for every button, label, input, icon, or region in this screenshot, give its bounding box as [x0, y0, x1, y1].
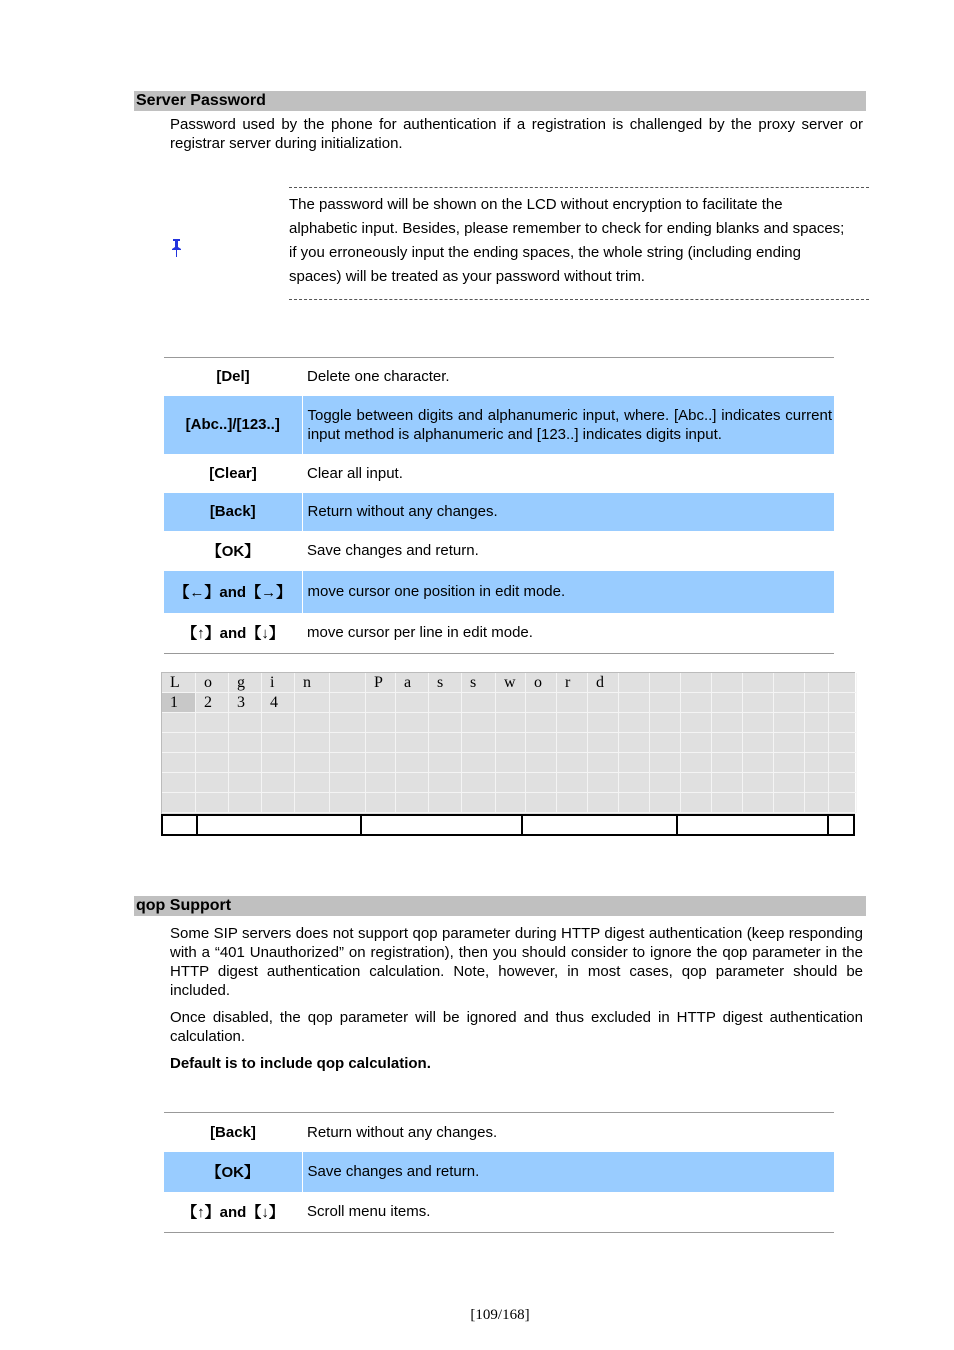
- lcd-cell: [743, 673, 774, 693]
- lcd-cell: [366, 693, 396, 713]
- lcd-cell: [162, 713, 196, 733]
- lcd-cell: [396, 693, 429, 713]
- lcd-cell: [650, 753, 681, 773]
- lcd-cell: [295, 733, 330, 753]
- lcd-cell: [496, 693, 526, 713]
- lcd-cell: [429, 693, 462, 713]
- key-label: 【OK】: [164, 1152, 302, 1192]
- lcd-cell: [366, 773, 396, 793]
- lcd-cell: [681, 753, 712, 773]
- lcd-cell: [712, 733, 743, 753]
- lcd-cell: g: [229, 673, 262, 693]
- lcd-cell: [429, 713, 462, 733]
- lcd-cell: [196, 793, 229, 813]
- lcd-cell: [429, 773, 462, 793]
- lcd-cell: [366, 713, 396, 733]
- lcd-cell: o: [196, 673, 229, 693]
- lcd-cell: [829, 693, 857, 713]
- lcd-cell: [805, 753, 829, 773]
- lcd-cell: [526, 773, 557, 793]
- lcd-cell: [557, 713, 588, 733]
- lcd-cell: [229, 733, 262, 753]
- softkey-slot[interactable]: [362, 816, 523, 834]
- lcd-cell: [619, 693, 650, 713]
- lcd-cell: [829, 753, 857, 773]
- note-text: The password will be shown on the LCD without encryption to facilitate the alphabetic input. Besides, please remember to check for ending blanks and spaces; if you erroneously input the ending spaces, the whole string (including ending spaces) will be treated as your password without trim.: [289, 196, 845, 285]
- key-label: [Del]: [164, 358, 302, 396]
- lcd-cell: [295, 693, 330, 713]
- lcd-cell: [557, 793, 588, 813]
- key-action: Return without any changes.: [302, 493, 834, 531]
- lcd-cell: [681, 733, 712, 753]
- lcd-cell: [712, 713, 743, 733]
- lcd-cell: [805, 673, 829, 693]
- lcd-cell: [462, 793, 496, 813]
- lcd-cell: [829, 713, 857, 733]
- softkey-bar: [161, 814, 855, 836]
- lcd-cell: [526, 693, 557, 713]
- lcd-cell: [712, 793, 743, 813]
- key-label: 【OK】: [206, 543, 260, 560]
- lcd-cell: [557, 753, 588, 773]
- lcd-cell: [196, 753, 229, 773]
- lcd-cell: [588, 773, 619, 793]
- lcd-cell: P: [366, 673, 396, 693]
- lcd-cell: [681, 713, 712, 733]
- lcd-cell: [295, 753, 330, 773]
- lcd-cell: [588, 713, 619, 733]
- softkey-slot[interactable]: [163, 816, 198, 834]
- lcd-cell: [330, 753, 366, 773]
- lcd-cell: [805, 693, 829, 713]
- lcd-cell: [429, 793, 462, 813]
- lcd-cell: [619, 773, 650, 793]
- lcd-cell: [774, 733, 805, 753]
- lcd-cell: [262, 753, 295, 773]
- lcd-cell: [526, 713, 557, 733]
- lcd-cell: [829, 673, 857, 693]
- lcd-cell: [295, 713, 330, 733]
- lcd-cell: s: [429, 673, 462, 693]
- key-label: [Back]: [164, 493, 302, 531]
- lcd-cell: [743, 713, 774, 733]
- table-row: [164, 454, 834, 493]
- lcd-cell: [262, 773, 295, 793]
- table-row: [164, 1192, 834, 1233]
- lcd-cell: [496, 793, 526, 813]
- table-row: [164, 493, 834, 531]
- lcd-cell: [229, 793, 262, 813]
- lcd-cell: [366, 753, 396, 773]
- lcd-cell: a: [396, 673, 429, 693]
- lcd-cell: [805, 733, 829, 753]
- lcd-cell: [681, 793, 712, 813]
- lcd-cell: [650, 713, 681, 733]
- lcd-cell: [330, 733, 366, 753]
- key-label: 【↑】and【↓】: [164, 613, 302, 654]
- lcd-cell: [805, 713, 829, 733]
- section-header-qop-support: qop Support: [134, 896, 866, 916]
- lcd-cell: [526, 733, 557, 753]
- lcd-cell: [650, 793, 681, 813]
- lcd-cell: [396, 753, 429, 773]
- lcd-cell: [829, 733, 857, 753]
- lcd-cell: [162, 753, 196, 773]
- lcd-cell: n: [295, 673, 330, 693]
- lcd-cell: [619, 753, 650, 773]
- page-number: [109/168]: [470, 1307, 530, 1323]
- lcd-cell: [496, 713, 526, 733]
- lcd-cell: w: [496, 673, 526, 693]
- lcd-cell: [743, 733, 774, 753]
- key-action: Toggle between digits and alphanumeric input, where. [Abc..] indicates current input method is alphanumeric and [123..] indicates digits input.: [302, 396, 834, 454]
- table-row: [164, 1113, 834, 1152]
- table-row: [164, 1152, 834, 1192]
- lcd-cell: [681, 693, 712, 713]
- table-row: [164, 358, 834, 396]
- lcd-cell: [330, 693, 366, 713]
- key-action: move cursor one position in edit mode.: [302, 571, 834, 613]
- table-row: [164, 396, 834, 454]
- key-action: Delete one character.: [302, 358, 834, 396]
- lcd-cell: [619, 713, 650, 733]
- key-action: Return without any changes.: [302, 1113, 834, 1152]
- lcd-cell: [162, 773, 196, 793]
- lcd-screen: [161, 672, 855, 836]
- lcd-cell: [229, 753, 262, 773]
- lcd-cell: [650, 673, 681, 693]
- section-header-server-password: Server Password: [134, 91, 866, 111]
- lcd-cell: [829, 773, 857, 793]
- lcd-cell: [743, 793, 774, 813]
- lcd-cell: [774, 693, 805, 713]
- table-row: [164, 571, 834, 613]
- qop-paragraph-2: Once disabled, the qop parameter will be ignored and thus excluded in HTTP digest authentication calculation.: [170, 1009, 863, 1045]
- lcd-cell: [712, 673, 743, 693]
- lcd-cell: [330, 673, 366, 693]
- lcd-cell: [429, 733, 462, 753]
- pushpin-icon: [168, 236, 188, 260]
- lcd-cell: [462, 693, 496, 713]
- lcd-cell: [462, 753, 496, 773]
- lcd-cell: [829, 793, 857, 813]
- lcd-cell: [743, 773, 774, 793]
- lcd-cell: [162, 793, 196, 813]
- lcd-cell: [262, 733, 295, 753]
- lcd-cell: [557, 733, 588, 753]
- lcd-cell: 4: [262, 693, 295, 713]
- lcd-cell: [462, 773, 496, 793]
- key-label: 【←】and【→】: [164, 571, 302, 613]
- key-label: [Back]: [164, 1113, 302, 1152]
- lcd-cell: [650, 733, 681, 753]
- lcd-cell: [650, 693, 681, 713]
- key-label: [Clear]: [209, 464, 257, 482]
- lcd-cell: [462, 733, 496, 753]
- lcd-cell: [196, 713, 229, 733]
- lcd-cell: [588, 793, 619, 813]
- lcd-cell: [496, 733, 526, 753]
- lcd-cell: [396, 713, 429, 733]
- lcd-cell: [162, 733, 196, 753]
- lcd-cell: [588, 753, 619, 773]
- lcd-cell: L: [162, 673, 196, 693]
- lcd-cell: 2: [196, 693, 229, 713]
- lcd-cell: [262, 793, 295, 813]
- lcd-cell: d: [588, 673, 619, 693]
- lcd-cell: [396, 773, 429, 793]
- lcd-cell: [526, 753, 557, 773]
- lcd-cell: [557, 773, 588, 793]
- lcd-cell: s: [462, 673, 496, 693]
- lcd-cell: [262, 713, 295, 733]
- lcd-cell: [396, 793, 429, 813]
- lcd-cell: [496, 773, 526, 793]
- qop-key-table: [164, 1112, 834, 1233]
- table-row: [164, 613, 834, 654]
- lcd-cell: [681, 673, 712, 693]
- lcd-cell: [229, 713, 262, 733]
- lcd-cell: [295, 773, 330, 793]
- softkey-slot[interactable]: [198, 816, 362, 834]
- lcd-cell: [619, 733, 650, 753]
- lcd-cell: [588, 733, 619, 753]
- lcd-cell: [650, 773, 681, 793]
- lcd-cell: [805, 793, 829, 813]
- qop-default-text: Default is to include qop calculation.: [170, 1055, 431, 1072]
- lcd-cell: [712, 693, 743, 713]
- lcd-cell: [619, 793, 650, 813]
- lcd-cell: [396, 733, 429, 753]
- lcd-cell: [774, 773, 805, 793]
- lcd-cell: r: [557, 673, 588, 693]
- lcd-cell: [429, 753, 462, 773]
- lcd-cell: [712, 753, 743, 773]
- key-action: Scroll menu items.: [302, 1192, 834, 1233]
- lcd-cell: i: [262, 673, 295, 693]
- lcd-cell: [743, 693, 774, 713]
- lcd-cell: o: [526, 673, 557, 693]
- lcd-cell: [774, 713, 805, 733]
- lcd-cell: [588, 693, 619, 713]
- lcd-cell: [330, 713, 366, 733]
- lcd-cell: 3: [229, 693, 262, 713]
- lcd-cell: [681, 773, 712, 793]
- lcd-cell: [196, 773, 229, 793]
- key-action: move cursor per line in edit mode.: [302, 613, 834, 654]
- lcd-cell: [557, 693, 588, 713]
- lcd-cell: [712, 773, 743, 793]
- key-action: Save changes and return.: [307, 542, 479, 559]
- key-action: Save changes and return.: [302, 1152, 834, 1192]
- lcd-cell: [743, 753, 774, 773]
- lcd-cell: [295, 793, 330, 813]
- key-label: [Abc..]/[123..]: [164, 396, 302, 454]
- lcd-cell: [774, 753, 805, 773]
- lcd-cell: [496, 753, 526, 773]
- qop-paragraph-1: Some SIP servers does not support qop parameter during HTTP digest authentication (keep responding with a “401 Unauthorized” on registration), then you should consider to ignore the qop parameter in the HTTP digest authentication calculation. Note, however, in most cases, qop parameter should be included.: [170, 925, 863, 999]
- softkey-slot[interactable]: [829, 816, 853, 834]
- server-password-key-table: [164, 357, 834, 654]
- lcd-grid: [161, 672, 855, 814]
- key-label: 【↑】and【↓】: [164, 1192, 302, 1233]
- lcd-cell: [619, 673, 650, 693]
- lcd-cell: 1: [162, 693, 196, 713]
- server-password-description: Password used by the phone for authentication if a registration is challenged by the proxy server or registrar server during initialization.: [170, 116, 863, 152]
- lcd-cell: [774, 793, 805, 813]
- key-action: Clear all input.: [307, 464, 403, 482]
- lcd-cell: [229, 773, 262, 793]
- lcd-cell: [330, 793, 366, 813]
- lcd-cell: [366, 793, 396, 813]
- lcd-cell: [805, 773, 829, 793]
- lcd-cell: [462, 713, 496, 733]
- softkey-slot[interactable]: [523, 816, 678, 834]
- softkey-slot[interactable]: [678, 816, 829, 834]
- lcd-cell: [330, 773, 366, 793]
- lcd-cell: [196, 733, 229, 753]
- lcd-cell: [526, 793, 557, 813]
- table-row: [164, 531, 834, 571]
- lcd-cell: [366, 733, 396, 753]
- lcd-cell: [774, 673, 805, 693]
